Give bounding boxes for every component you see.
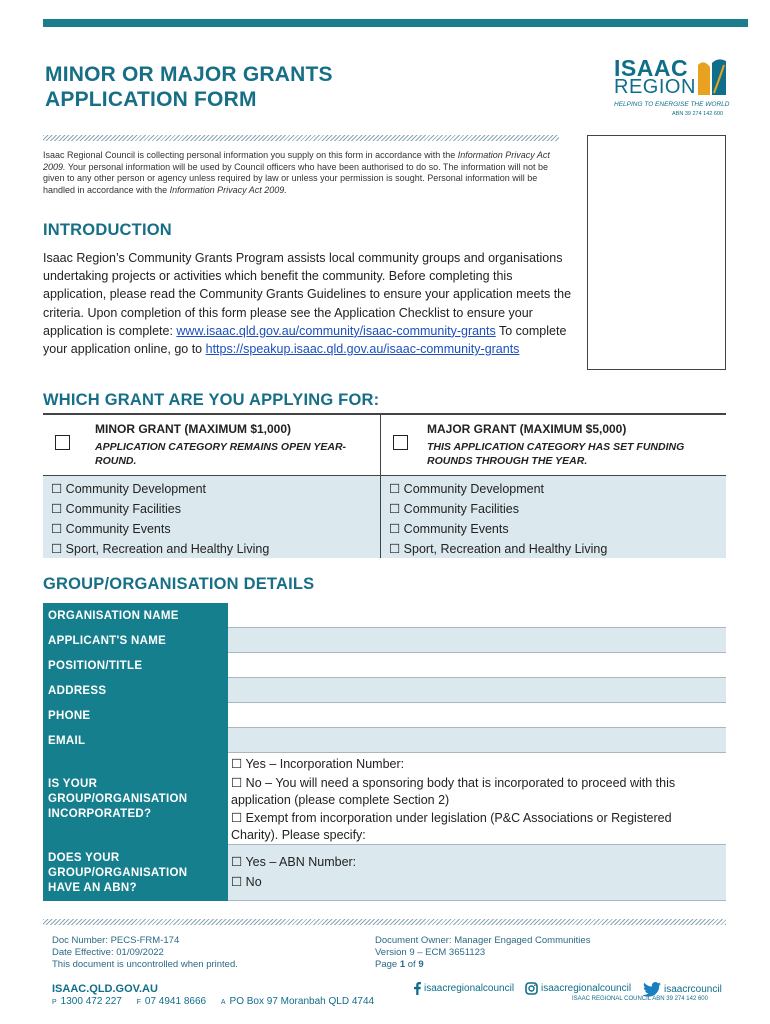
abn-label: DOES YOUR GROUP/ORGANISATION HAVE AN ABN?	[43, 845, 228, 901]
minor-category-option[interactable]: ☐ Community Facilities	[51, 502, 181, 516]
abn-no-option[interactable]: ☐ No	[231, 875, 262, 889]
grant-type-heading: WHICH GRANT ARE YOU APPLYING FOR:	[43, 391, 380, 409]
address-input[interactable]	[228, 678, 726, 703]
online-application-link[interactable]: https://speakup.isaac.qld.gov.au/isaac-community-grants	[205, 342, 520, 357]
logo-photo-box[interactable]	[587, 135, 726, 370]
logo-name-line2: REGION	[614, 76, 696, 98]
table-row	[43, 603, 726, 628]
guidelines-link[interactable]: www.isaac.qld.gov.au/community/isaac-community-grants	[176, 323, 496, 338]
table-row	[43, 703, 726, 728]
incorporated-label: IS YOUR GROUP/ORGANISATION INCORPORATED?	[43, 753, 228, 845]
table-row	[43, 653, 726, 678]
fax-number: 07 4941 8666	[144, 996, 207, 1007]
doc-info-right	[375, 935, 590, 971]
minor-grant-checkbox[interactable]	[55, 435, 70, 450]
incorporated-options	[228, 753, 726, 845]
table-row	[43, 628, 726, 653]
table-row	[43, 845, 726, 901]
facebook-link[interactable]: isaacregionalcouncil	[414, 982, 514, 995]
table-row	[43, 678, 726, 703]
minor-category-option[interactable]: ☐ Community Development	[51, 482, 207, 496]
minor-grant-categories	[43, 475, 380, 558]
minor-grant-column	[43, 415, 381, 558]
position-title-input[interactable]	[228, 653, 726, 678]
twitter-link[interactable]: isaacrcouncil	[643, 982, 722, 997]
incorporated-exempt-option[interactable]: ☐ Exempt from incorporation under legislation (P&C Associations or Registered Charity). Please specify:	[231, 811, 672, 842]
top-accent-bar	[43, 19, 748, 27]
table-row	[43, 753, 726, 845]
instagram-link[interactable]: isaacregionalcouncil	[525, 982, 631, 995]
incorporated-yes-option[interactable]: ☐ Yes – Incorporation Number:	[231, 757, 405, 771]
field-label: POSITION/TITLE	[43, 653, 228, 678]
instagram-icon	[525, 982, 538, 995]
minor-grant-title: MINOR GRANT (MAXIMUM $1,000)	[95, 422, 292, 436]
grant-selection-table	[43, 413, 726, 558]
table-row	[43, 728, 726, 753]
uncontrolled-note: This document is uncontrolled when printed.	[52, 959, 238, 970]
major-grant-checkbox[interactable]	[393, 435, 408, 450]
major-category-option[interactable]: ☐ Community Facilities	[389, 502, 519, 516]
doc-owner: Document Owner: Manager Engaged Communities	[375, 935, 591, 946]
major-category-option[interactable]: ☐ Sport, Recreation and Healthy Living	[389, 542, 608, 556]
facebook-icon	[414, 982, 421, 995]
major-grant-title: MAJOR GRANT (MAXIMUM $5,000)	[427, 422, 627, 436]
website-link[interactable]: ISAAC.QLD.GOV.AU	[52, 983, 158, 995]
date-effective: Date Effective: 01/09/2022	[52, 947, 164, 958]
incorporated-no-option[interactable]: ☐ No – You will need a sponsoring body that is incorporated to proceed with this application (please complete Section 2)	[231, 776, 676, 807]
applicant-name-input[interactable]	[228, 628, 726, 653]
doc-number: Doc Number: PECS-FRM-174	[52, 935, 180, 946]
isaac-region-logo	[612, 55, 732, 121]
footer-abn: ISAAC REGIONAL COUNCIL ABN 39 274 142 600	[572, 996, 708, 1002]
organisation-name-input[interactable]	[228, 603, 726, 628]
major-grant-subtitle: THIS APPLICATION CATEGORY HAS SET FUNDING ROUNDS THROUGH THE YEAR.	[427, 441, 685, 467]
postal-address: PO Box 97 Moranbah QLD 4744	[229, 996, 375, 1007]
logo-mark-icon	[696, 57, 728, 95]
hatch-divider	[43, 919, 726, 925]
major-category-option[interactable]: ☐ Community Events	[389, 522, 509, 536]
logo-abn: ABN 39 274 142 600	[672, 111, 724, 117]
introduction-heading: INTRODUCTION	[43, 221, 172, 239]
abn-yes-option[interactable]: ☐ Yes – ABN Number:	[231, 855, 357, 869]
minor-category-option[interactable]: ☐ Community Events	[51, 522, 171, 536]
logo-tagline: HELPING TO ENERGISE THE WORLD	[614, 101, 730, 108]
major-grant-categories	[381, 475, 726, 558]
phone-number: 1300 472 227	[60, 996, 122, 1007]
contact-details: P 1300 472 227 F 07 4941 8666 A PO Box 97 Moranbah QLD 4744	[52, 996, 375, 1007]
major-grant-column	[381, 415, 726, 558]
minor-grant-subtitle: APPLICATION CATEGORY REMAINS OPEN YEAR-ROUND.	[95, 441, 347, 467]
minor-category-option[interactable]: ☐ Sport, Recreation and Healthy Living	[51, 542, 270, 556]
doc-version: Version 9 – ECM 3651123	[375, 947, 486, 958]
field-label: ADDRESS	[43, 678, 228, 703]
page-indicator: Page 1 of 9	[375, 959, 424, 970]
page-title: MINOR OR MAJOR GRANTS APPLICATION FORM	[45, 63, 333, 111]
logo-name-line1: ISAAC	[614, 55, 689, 81]
hatch-divider	[43, 135, 559, 141]
doc-info-left	[52, 935, 238, 971]
abn-options	[228, 845, 726, 901]
field-label: EMAIL	[43, 728, 228, 753]
major-category-option[interactable]: ☐ Community Development	[389, 482, 545, 496]
field-label: APPLICANT'S NAME	[43, 628, 228, 653]
email-input[interactable]	[228, 728, 726, 753]
introduction-text: Isaac Region’s Community Grants Program assists local community groups and organisations undertaking projects or activities which benefit the community. Before completing this application, please read the Community Grants Guidelines to ensure your application meets the criteria. Upon completion of this form please see the Application Checklist to ensure your application is complete: www.isaac.qld.gov.au/community/isaac-community-grants To complete your application online, go to https://speakup.isaac.qld.gov.au/isaac-community-grants	[43, 251, 572, 357]
field-label: PHONE	[43, 703, 228, 728]
privacy-notice: Isaac Regional Council is collecting personal information you supply on this form in accordance with the Information Privacy Act 2009. Your personal information will be used by Council officers who have been authorised to do so. The information will not be given to any other person or agency unless required by law or unless your permission is sought. Personal information will be handled in accordance with the Information Privacy Act 2009.	[43, 150, 550, 195]
phone-input[interactable]	[228, 703, 726, 728]
twitter-icon	[643, 982, 661, 997]
group-details-heading: GROUP/ORGANISATION DETAILS	[43, 575, 315, 593]
field-label: ORGANISATION NAME	[43, 603, 228, 628]
